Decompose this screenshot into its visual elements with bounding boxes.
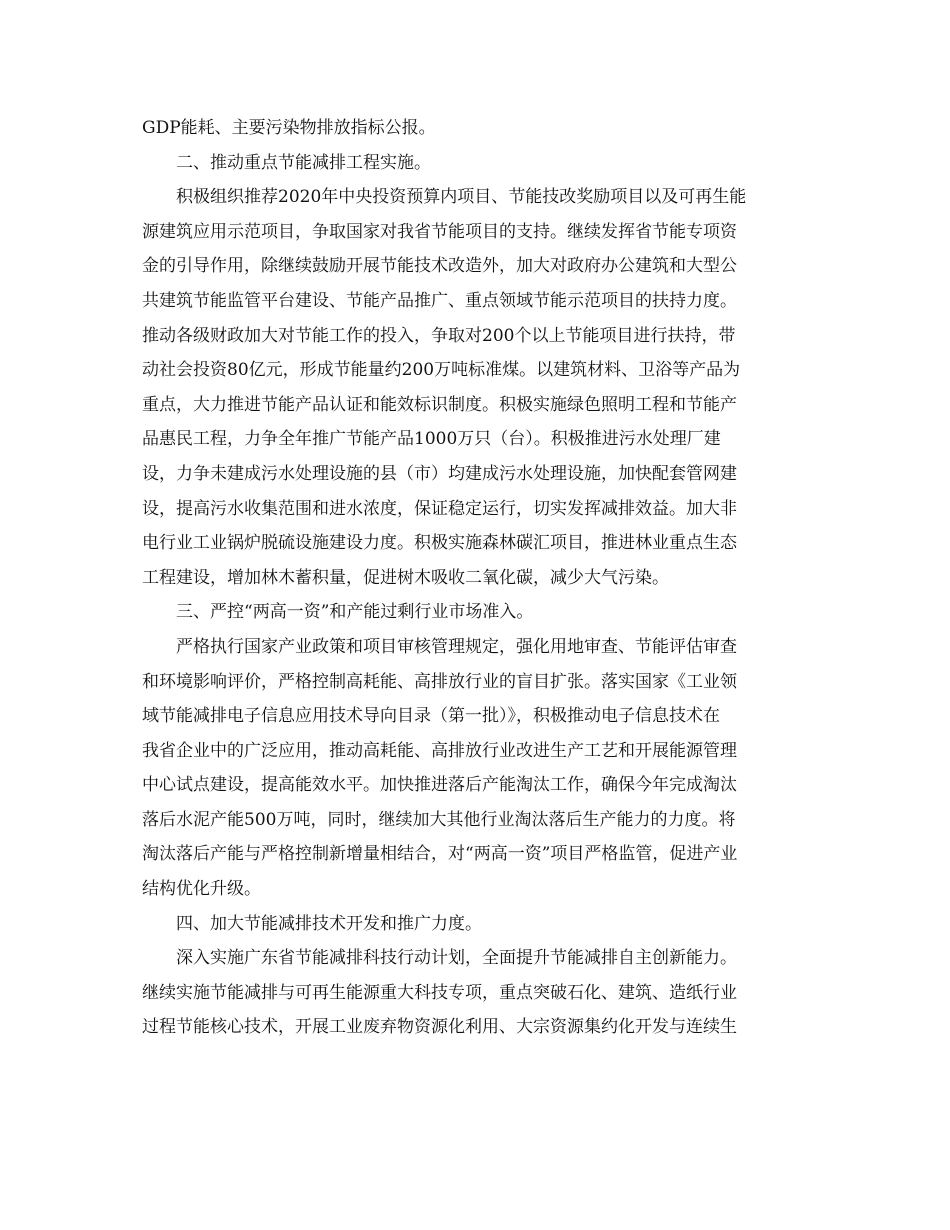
text-line: 严格执行国家产业政策和项目审核管理规定，强化用地审查、节能评估审查 xyxy=(176,636,737,657)
document-body xyxy=(142,111,810,1045)
text-line: 重点，大力推进节能产品认证和能效标识制度。积极实施绿色照明工程和节能产 xyxy=(142,394,737,415)
text-line: 深入实施广东省节能减排科技行动计划，全面提升节能减排自主创新能力。 xyxy=(176,948,737,969)
text-line: 设，提高污水收集范围和进水浓度，保证稳定运行，切实发挥减排效益。加大非 xyxy=(142,498,737,519)
text-line: GDP能耗、主要污染物排放指标公报。 xyxy=(142,118,436,138)
text-line: 工程建设，增加林木蓄积量，促进树木吸收二氧化碳，减少大气污染。 xyxy=(142,567,669,588)
text-line: 源建筑应用示范项目，争取国家对我省节能项目的支持。继续发挥省节能专项资 xyxy=(142,221,737,242)
text-line: 金的引导作用，除继续鼓励开展节能技术改造外，加大对政府办公建筑和大型公 xyxy=(142,256,737,277)
text-line: 落后水泥产能500万吨，同时，继续加大其他行业淘汰落后生产能力的力度。将 xyxy=(142,809,736,830)
text-line: 继续实施节能减排与可再生能源重大科技专项，重点突破石化、建筑、造纸行业 xyxy=(142,982,737,1003)
text-line: 动社会投资80亿元，形成节能量约200万吨标准煤。以建筑材料、卫浴等产品为 xyxy=(142,360,741,381)
section-heading: 四、加大节能减排技术开发和推广力度。 xyxy=(176,913,482,934)
text-line: 设，力争未建成污水处理设施的县（市）均建成污水处理设施，加快配套管网建 xyxy=(142,463,737,484)
text-line: 中心试点建设，提高能效水平。加快推进落后产能淘汰工作，确保今年完成淘汰 xyxy=(142,775,737,796)
text-line: 共建筑节能监管平台建设、节能产品推广、重点领域节能示范项目的扶持力度。 xyxy=(142,290,737,311)
text-line: 品惠民工程，力争全年推广节能产品1000万只（台）。积极推进污水处理厂建 xyxy=(142,429,721,450)
text-line: 积极组织推荐2020年中央投资预算内项目、节能技改奖励项目以及可再生能 xyxy=(176,187,747,208)
text-line: 淘汰落后产能与严格控制新增量相结合，对“两高一资”项目严格监管，促进产业 xyxy=(142,844,738,865)
text-line: 电行业工业锅炉脱硫设施建设力度。积极实施森林碳汇项目，推进林业重点生态 xyxy=(142,533,737,554)
text-line: 和环境影响评价，严格控制高耗能、高排放行业的盲目扩张。落实国家《工业领 xyxy=(142,671,737,692)
text-line: 推动各级财政加大对节能工作的投入，争取对200个以上节能项目进行扶持，带 xyxy=(142,325,736,346)
text-line: 结构优化升级。 xyxy=(142,879,261,900)
section-heading: 二、推动重点节能减排工程实施。 xyxy=(176,152,431,173)
section-heading: 三、严控“两高一资”和产能过剩行业市场准入。 xyxy=(176,602,534,623)
text-line: 过程节能核心技术，开展工业废弃物资源化利用、大宗资源集约化开发与连续生 xyxy=(142,1017,737,1038)
text-line: 域节能减排电子信息应用技术导向目录（第一批）》，积极推动电子信息技术在 xyxy=(142,706,720,727)
text-line: 我省企业中的广泛应用，推动高耗能、高排放行业改进生产工艺和开展能源管理 xyxy=(142,740,737,761)
